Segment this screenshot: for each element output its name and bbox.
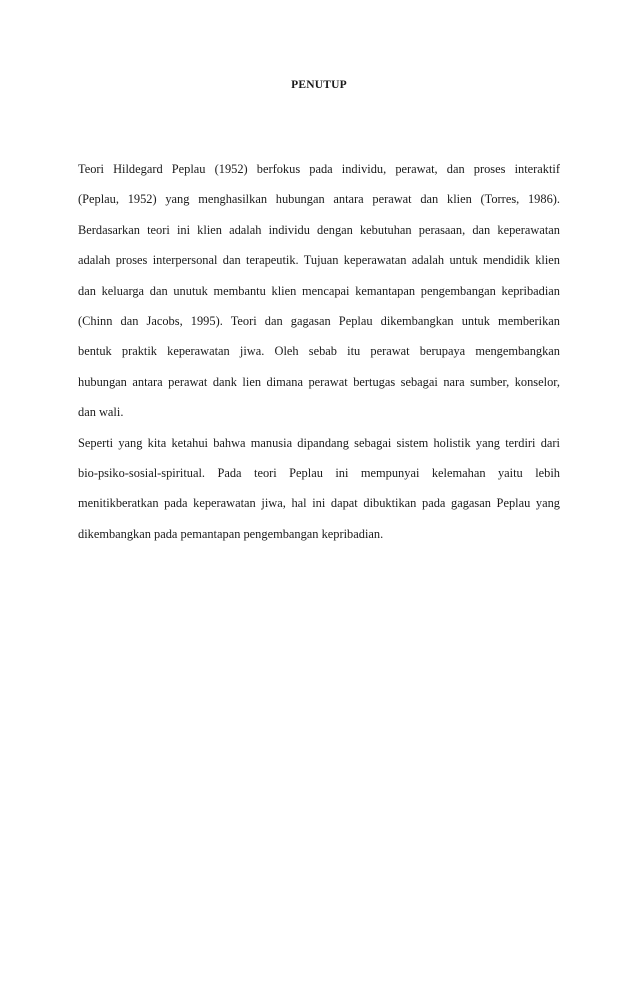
text-line: Seperti yang kita ketahui bahwa manusia dipandang sebagai sistem holistik yang terdiri dari [78, 435, 560, 450]
text-line: menitikberatkan pada keperawatan jiwa, hal ini dapat dibuktikan pada gagasan Peplau yang [78, 496, 560, 511]
text-line: adalah proses interpersonal dan terapeutik. Tujuan keperawatan adalah untuk mendidik klien [78, 253, 560, 268]
body-text [78, 154, 560, 549]
text-line: Berdasarkan teori ini klien adalah individu dengan kebutuhan perasaan, dan keperawatan [78, 222, 560, 237]
text-line: dan wali. [78, 405, 124, 420]
page-title: PENUTUP [291, 79, 347, 91]
text-line: (Chinn dan Jacobs, 1995). Teori dan gagasan Peplau dikembangkan untuk memberikan [78, 313, 560, 328]
text-line: Teori Hildegard Peplau (1952) berfokus pada individu, perawat, dan proses interaktif [78, 162, 560, 176]
text-line: bio-psiko-sosial-spiritual. Pada teori Peplau ini mempunyai kelemahan yaitu lebih [78, 465, 560, 480]
text-line: hubungan antara perawat dank lien dimana perawat bertugas sebagai nara sumber, konselor, [78, 374, 560, 389]
text-line: bentuk praktik keperawatan jiwa. Oleh sebab itu perawat berupaya mengembangkan [78, 344, 560, 359]
text-line: (Peplau, 1952) yang menghasilkan hubungan antara perawat dan klien (Torres, 1986). [78, 192, 560, 207]
text-line: dan keluarga dan unutuk membantu klien mencapai kemantapan pengembangan kepribadian [78, 283, 560, 298]
text-line: dikembangkan pada pemantapan pengembangan kepribadian. [78, 526, 384, 541]
